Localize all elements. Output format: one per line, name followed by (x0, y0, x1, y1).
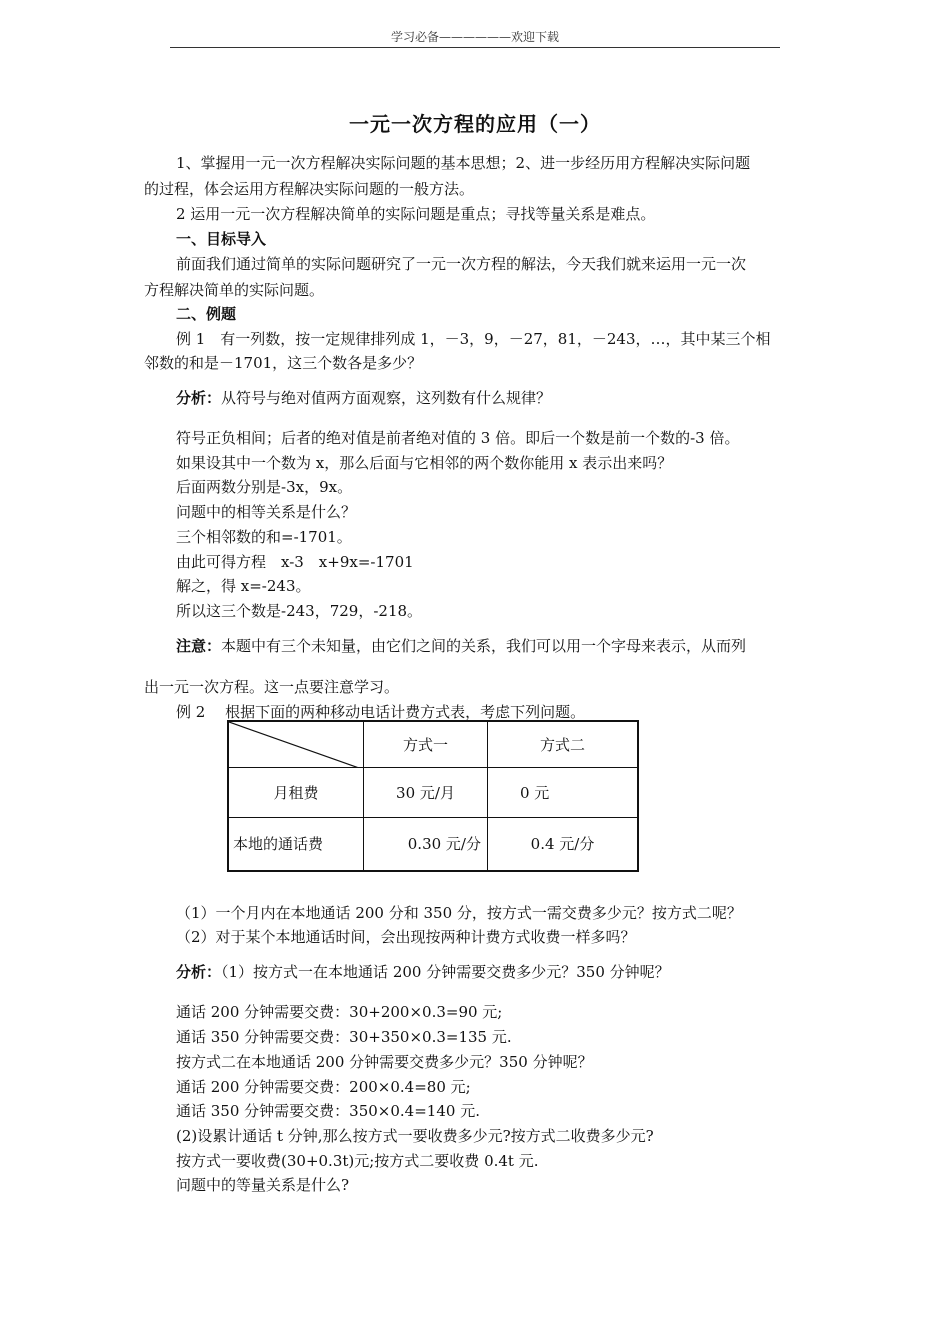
note-line-1 (176, 636, 746, 656)
example1-line-2: 邻数的和是－1701，这三个数各是多少？ (144, 354, 423, 372)
focus-line: 2 运用一元一次方程解决简单的实际问题是重点；寻找等量关系是难点。 (176, 205, 656, 223)
solution-line-3: 后面两数分别是-3x，9x。 (176, 478, 353, 496)
table-cell: 0.4 元/分 (488, 817, 639, 871)
analysis2-label: 分析： (176, 963, 222, 981)
page-header: 学习必备——————欢迎下载 (390, 30, 559, 44)
diagonal-line (229, 722, 359, 768)
analysis2 (176, 962, 670, 982)
method-line-7: 按方式一要收费(30+0.3t)元;按方式二要收费 0.4t 元. (176, 1152, 539, 1170)
table-cell: 0 元 (488, 767, 639, 817)
goal-line-2: 的过程，体会运用方程解决实际问题的一般方法。 (144, 180, 475, 198)
table-row (228, 767, 638, 817)
table-header-method1: 方式一 (364, 721, 488, 767)
table-cell: 0.30 元/分 (364, 817, 488, 871)
intro-line-2: 方程解决简单的实际问题。 (144, 281, 325, 299)
analysis2-text: （1）按方式一在本地通话 200 分钟需要交费多少元？350 分钟呢？ (221, 963, 670, 981)
analysis1-label: 分析： (176, 389, 222, 407)
table-cell: 30 元/月 (364, 767, 488, 817)
table-header-method2: 方式二 (488, 721, 639, 767)
method-line-5: 通话 350 分钟需要交费：350×0.4=140 元. (176, 1102, 480, 1120)
method-line-6: (2)设累计通话 t 分钟,那么按方式一要收费多少元?按方式二收费多少元? (176, 1127, 654, 1145)
solution-line-5: 三个相邻数的和=-1701。 (176, 528, 352, 546)
question-2: （2）对于某个本地通话时间，会出现按两种计费方式收费一样多吗？ (176, 928, 636, 946)
section-heading-1: 一、目标导入 (176, 230, 267, 248)
note-line-2: 出一元一次方程。这一点要注意学习。 (144, 678, 400, 696)
solution-line-2: 如果设其中一个数为 x，那么后面与它相邻的两个数你能用 x 表示出来吗？ (176, 454, 673, 472)
table-row-label: 月租费 (228, 767, 364, 817)
example2-line: 例 2 根据下面的两种移动电话计费方式表，考虑下列问题。 (176, 703, 586, 721)
section-heading-2: 二、例题 (176, 305, 237, 323)
header-divider (170, 47, 780, 48)
note-text: 本题中有三个未知量，由它们之间的关系，我们可以用一个字母来表示，从而列 (221, 637, 747, 655)
method-line-4: 通话 200 分钟需要交费：200×0.4=80 元; (176, 1078, 471, 1096)
table-row (228, 817, 638, 871)
solution-line-1: 符号正负相间；后者的绝对值是前者绝对值的 3 倍。即后一个数是前一个数的-3 倍。 (176, 429, 740, 447)
intro-line-1: 前面我们通过简单的实际问题研究了一元一次方程的解法，今天我们就来运用一元一次 (176, 255, 747, 273)
analysis1 (176, 388, 551, 408)
solution-line-7: 解之，得 x=-243。 (176, 577, 311, 595)
page-title: 一元一次方程的应用（一） (349, 112, 601, 136)
goal-line-1: 1、掌握用一元一次方程解决实际问题的基本思想；2、进一步经历用方程解决实际问题 (176, 154, 751, 172)
fee-table (227, 720, 639, 872)
question-1: （1）一个月内在本地通话 200 分和 350 分，按方式一需交费多少元？按方式二呢？ (176, 904, 742, 922)
method-line-3: 按方式二在本地通话 200 分钟需要交费多少元？350 分钟呢？ (176, 1053, 593, 1071)
analysis1-text: 从符号与绝对值两方面观察，这列数有什么规律？ (221, 389, 552, 407)
table-corner-cell (228, 721, 364, 767)
solution-line-4: 问题中的相等关系是什么？ (176, 503, 357, 521)
table-header-row (228, 721, 638, 767)
solution-line-8: 所以这三个数是-243，729，-218。 (176, 602, 423, 620)
table-row-label: 本地的通话费 (228, 817, 364, 871)
note-label: 注意： (176, 637, 222, 655)
example1-line-1: 例 1 有一列数，按一定规律排列成 1，－3，9，－27，81，－243，…，其中某三个相 (176, 330, 771, 348)
method-line-8: 问题中的等量关系是什么? (176, 1176, 350, 1194)
method-line-2: 通话 350 分钟需要交费：30+350×0.3=135 元. (176, 1028, 512, 1046)
solution-line-6: 由此可得方程 x-3 x+9x=-1701 (176, 553, 414, 571)
method-line-1: 通话 200 分钟需要交费：30+200×0.3=90 元; (176, 1003, 503, 1021)
